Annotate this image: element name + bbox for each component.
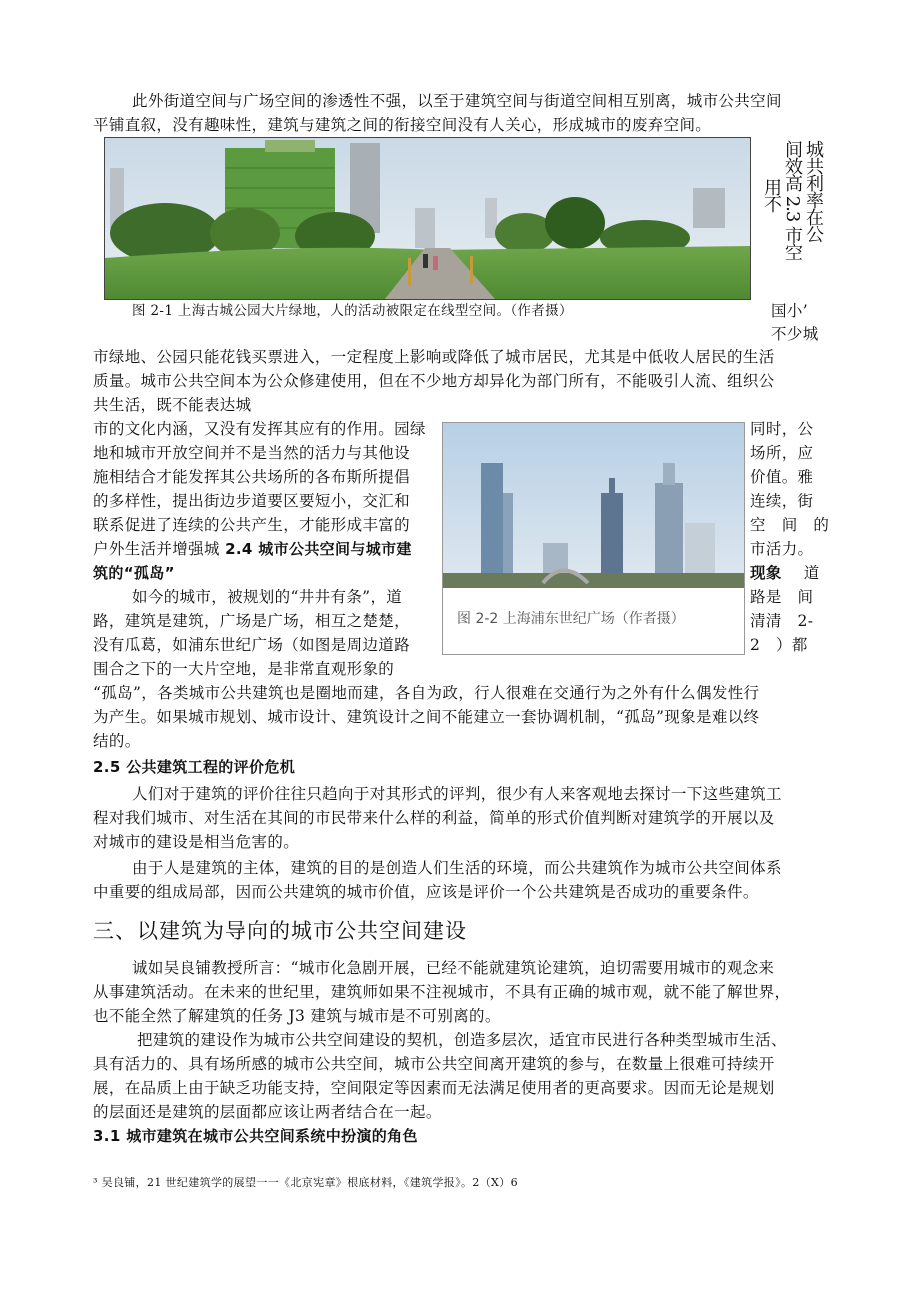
- side-text-2: 不少城: [771, 325, 819, 343]
- left-column-line-11: 围合之下的一大片空地，是非常直观形象的: [93, 660, 395, 678]
- right-column-line-6: 市活力。: [750, 540, 814, 558]
- side-column-1: 城共利率在公: [803, 140, 824, 242]
- paragraph-7-line-3: 展，在品质上由于缺乏功能支持，空间限定等因素而无法满足使用者的更高要求。因而无论是规划: [93, 1079, 775, 1097]
- paragraph-3-line-2: 为产生。如果城市规划、城市设计、建筑设计之间不能建立一套协调机制，“孤岛”现象是难以终: [93, 708, 760, 726]
- left-column-line-3: 施相结合才能发挥其公共场所的各布斯所提倡: [93, 468, 411, 486]
- left-column-line-6: [93, 538, 412, 560]
- paragraph-1-line-2: 平铺直叙，没有趣味性，建筑与建筑之间的衔接空间没有人关心，形成城市的废弃空间。: [93, 116, 712, 134]
- paragraph-3-line-3: 结的。: [93, 732, 141, 750]
- figure-2-2-century-square-photo: [442, 422, 745, 655]
- paragraph-2-line-1: 市绿地、公园只能花钱买票进入，一定程度上影响或降低了城市居民，尤其是中低收人居民的生活: [93, 348, 775, 366]
- paragraph-5-line-2: 中重要的组成局部，因而公共建筑的城市价值，应该是评价一个公共建筑是否成功的重要条件。: [93, 883, 759, 901]
- right-column-line-9: 清清 2-: [750, 612, 814, 630]
- section-3-heading: 三、以建筑为导向的城市公共空间建设: [93, 919, 467, 943]
- right-column-bold-text: 现象: [750, 564, 782, 582]
- paragraph-4-line-2: 程对我们城市、对生活在其间的市民带来什么样的利益，简单的形式价值判断对建筑学的开展以及: [93, 809, 775, 827]
- left-column-line-9: 路，建筑是建筑，广场是广场，相互之楚楚，: [93, 612, 411, 630]
- paragraph-1-line-1: 此外街道空间与广场空间的渗透性不强，以至于建筑空间与街道空间相互别离，城市公共空间: [132, 92, 782, 110]
- paragraph-7-line-1: 把建筑的建设作为城市公共空间建设的契机，创造多层次，适宜市民进行各种类型城市生活、: [137, 1031, 787, 1049]
- section-3-1-heading: 3.1 城市建筑在城市公共空间系统中扮演的角色: [93, 1127, 418, 1145]
- section-2-4-heading: 2.4 城市公共空间与城市建: [225, 540, 412, 558]
- right-column-line-5: 空 间 的: [750, 516, 830, 534]
- left-column-line-6-text: 户外生活并增强城: [93, 540, 226, 558]
- right-column-line-7-text: 道: [803, 564, 820, 582]
- figure-2-1-park-photo: [104, 137, 751, 300]
- left-column-line-2: 地和城市开放空间并不是当然的活力与其他设: [93, 444, 411, 462]
- right-column-line-3: 价值。雅: [750, 468, 814, 486]
- left-column-line-8: 如今的城市，被规划的“井井有条”，道: [132, 588, 403, 606]
- right-column-line-1: 同时，公: [750, 420, 814, 438]
- paragraph-2-line-2: 质量。城市公共空间本为公众修建使用，但在不少地方却异化为部门所有，不能吸引人流、组织公: [93, 372, 775, 390]
- right-column-line-2: 场所，应: [750, 444, 814, 462]
- paragraph-6-line-3: 也不能全然了解建筑的任务 J3 建筑与城市是不可别离的。: [93, 1007, 501, 1025]
- paragraph-6-line-1: 诚如吴良铺教授所言：“城市化急剧开展，已经不能就建筑论建筑，迫切需要用城市的观念来: [132, 959, 775, 977]
- side-text-1: 国小’: [771, 302, 808, 320]
- paragraph-2-line-3: 共生活，既不能表达城: [93, 396, 252, 414]
- right-column-line-10: 2 ）都: [750, 636, 808, 654]
- paragraph-4-line-1: 人们对于建筑的评价往往只趋向于对其形式的评判，很少有人来客观地去探讨一下这些建筑工: [132, 785, 782, 803]
- section-2-4-heading-cont: 筑的“孤岛”: [93, 564, 175, 582]
- left-column-line-4: 的多样性，提出街边步道要区要短小，交汇和: [93, 492, 411, 510]
- right-column-line-8: 路是 间: [750, 588, 814, 606]
- section-2-5-heading: 2.5 公共建筑工程的评价危机: [93, 758, 296, 776]
- side-column-2: 间效高 2.3 市空: [782, 140, 803, 261]
- side-column-3: 用不: [761, 178, 782, 212]
- right-column-line-7: [750, 562, 820, 584]
- paragraph-3-line-1: “孤岛”，各类城市公共建筑也是圈地而建，各自为政，行人很难在交通行为之外有什么偶发性行: [93, 684, 760, 702]
- left-column-line-10: 没有瓜葛，如浦东世纪广场（如图是周边道路: [93, 636, 411, 654]
- paragraph-5-line-1: 由于人是建筑的主体，建筑的目的是创造人们生活的环境，而公共建筑作为城市公共空间体系: [132, 859, 782, 877]
- left-column-line-5: 联系促进了连续的公共产生，才能形成丰富的: [93, 516, 411, 534]
- figure-2-1-caption: 图 2-1 上海古城公园大片绿地，人的活动被限定在线型空间。（作者摄）: [132, 303, 573, 319]
- paragraph-7-line-2: 具有活力的、具有场所感的城市公共空间，城市公共空间离开建筑的参与，在数量上很难可持续开: [93, 1055, 775, 1073]
- right-column-line-4: 连续，街: [750, 492, 814, 510]
- left-column-line-1: 市的文化内涵，又没有发挥其应有的作用。园绿: [93, 420, 426, 438]
- paragraph-6-line-2: 从事建筑活动。在未来的世纪里，建筑师如果不注视城市，不具有正确的城市观，就不能了解世界，: [93, 983, 791, 1001]
- paragraph-7-line-4: 的层面还是建筑的层面都应该让两者结合在一起。: [93, 1103, 442, 1121]
- figure-2-2-caption: 图 2-2 上海浦东世纪广场（作者摄）: [457, 611, 685, 627]
- footnote: ³ 吴良铺，21 世纪建筑学的展望一一《北京宪章》根底材料，《建筑学报》。2（X）6: [93, 1176, 518, 1189]
- paragraph-4-line-3: 对城市的建设是相当危害的。: [93, 833, 300, 851]
